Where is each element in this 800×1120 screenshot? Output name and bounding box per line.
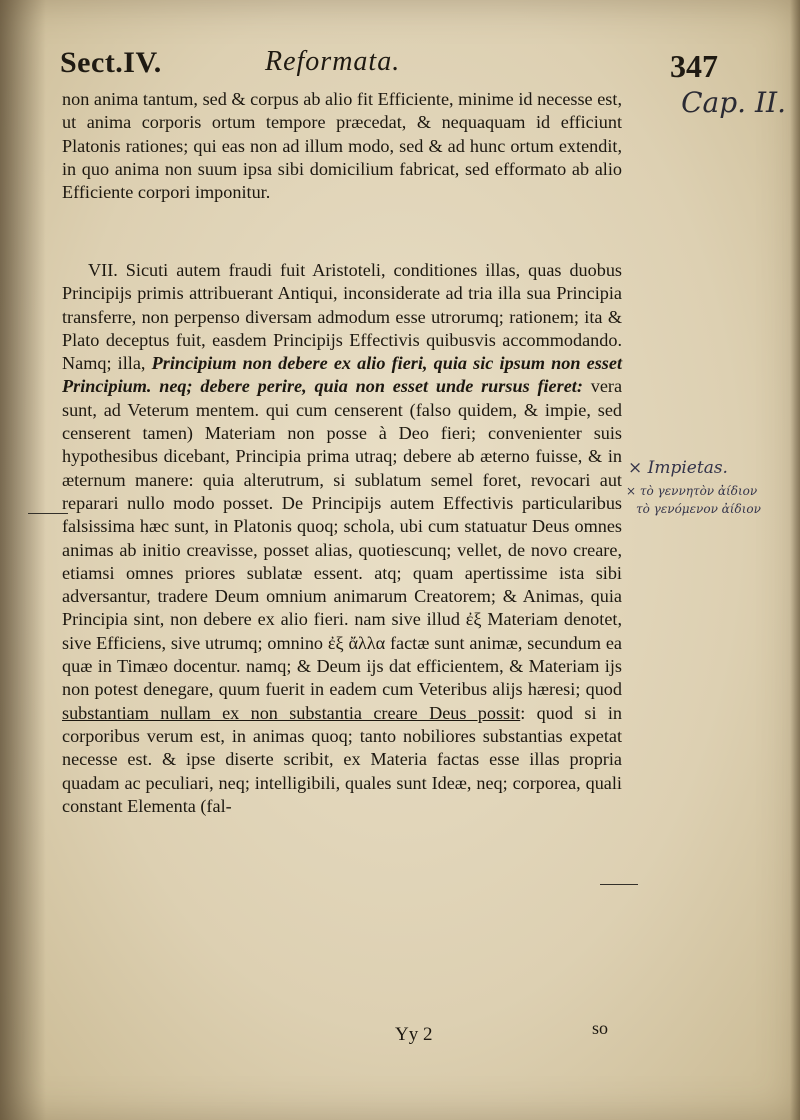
plato-quotation: Principium non debere ex alio fieri, quia sic ipsum non esset Principium. neq; debere perire, quia non esset unde rursus fieret:	[62, 353, 623, 397]
paragraph-2-continuation: vera sunt, ad Veterum mentem. qui cum censerent (falso quidem, & impie, sed censerent tamen) Materiam non posse à Deo fieri; convenienter suis hypothesibus dicebant, Principia prima utraq; debere ab æterno fuisse, & in æternum manere: quia alterutrum, si sublatum semel foret, revocari aut reparari nullo modo posset. De Principijs autem Effectivis particularibus falsissima hæc sunt, in Platonis quoq; schola, ubi cum statuatur Deus omnes animas ab initio creavisse, posset alias, quotiescunq; vellet, de novo creare, etiamsi omnes priores sublatæ essent. atq; quam apertissime ista sibi adversantur, tradere Deum omnium animarum Creatorem; & Animas, quia Principia sint, non debere ex alio fieri. nam sive illud ἐξ Materiam denotet, sive Efficiens, sive utrumq; omnino ἐξ ἄλλα factæ sunt animæ, secundum ea quæ in Timæo docentur. namq; & Deum ijs dat efficientem, & Materiam ijs non potest denegare, quum fuerit in eadem cum Veteribus alijs hæresi; quod	[62, 376, 623, 700]
chapter-margin-note: Cap. II.	[681, 86, 786, 119]
impietas-margin-note: × Impietas.	[628, 458, 728, 478]
catchword: so	[592, 1018, 609, 1038]
running-title: Reformata.	[265, 46, 401, 77]
paragraph-1: non anima tantum, sed & corpus ab alio fit Efficiente, minime id necesse est, ut anima corporis ortum tempore præcedat, & nequaquam id efficiunt Platonis rationes; qui eas non ad illum modo, sed & ad hunc ortum extendit, in quo anima non suum ipsa sibi domicilium fabricat, sed efformato ab alio Efficiente corpori imponitur.	[62, 89, 622, 203]
spine-shadow	[0, 0, 46, 1120]
section-heading: Sect.IV.	[60, 46, 162, 79]
greek-margin-note-1: × τὸ γεννητὸν ἀίδιον	[626, 484, 758, 498]
greek-margin-note-2: τὸ γενόμενον ἀίδιον	[636, 502, 761, 516]
margin-rule	[600, 884, 638, 885]
paragraph-2	[62, 259, 622, 818]
running-header	[60, 40, 718, 84]
signature-mark: Yy 2	[395, 1024, 433, 1045]
underlined-passage: substantiam nullam ex non substantia creare Deus possit	[62, 702, 521, 723]
page-edge	[790, 0, 800, 1120]
page-number: 347	[670, 48, 718, 84]
paragraph-2-start: VII. Sicuti autem fraudi fuit Aristoteli, conditiones illas, quas duobus Principijs primis attribuerant Antiqui, inconsiderate ad tria illa sua Principia transferre, non perpenso diversam admodum esse utrorumq; rationem; ita & Plato deceptus fuit, easdem Principijs Effectivis quibusvis accommodando. Namq; illa,	[62, 260, 622, 374]
margin-rule	[28, 513, 68, 514]
paragraph-2-ending: : quod si in corporibus verum est, in animas quoq; tanto nobiliores substantias expetat necesse est. & ipse diserte scribit, ex Materia factas esse illas propria quadam ac peculiari, neq; intelligibili, quales sunt Ideæ, neq; corporea, quali constant Elementa (fal-	[62, 702, 622, 816]
